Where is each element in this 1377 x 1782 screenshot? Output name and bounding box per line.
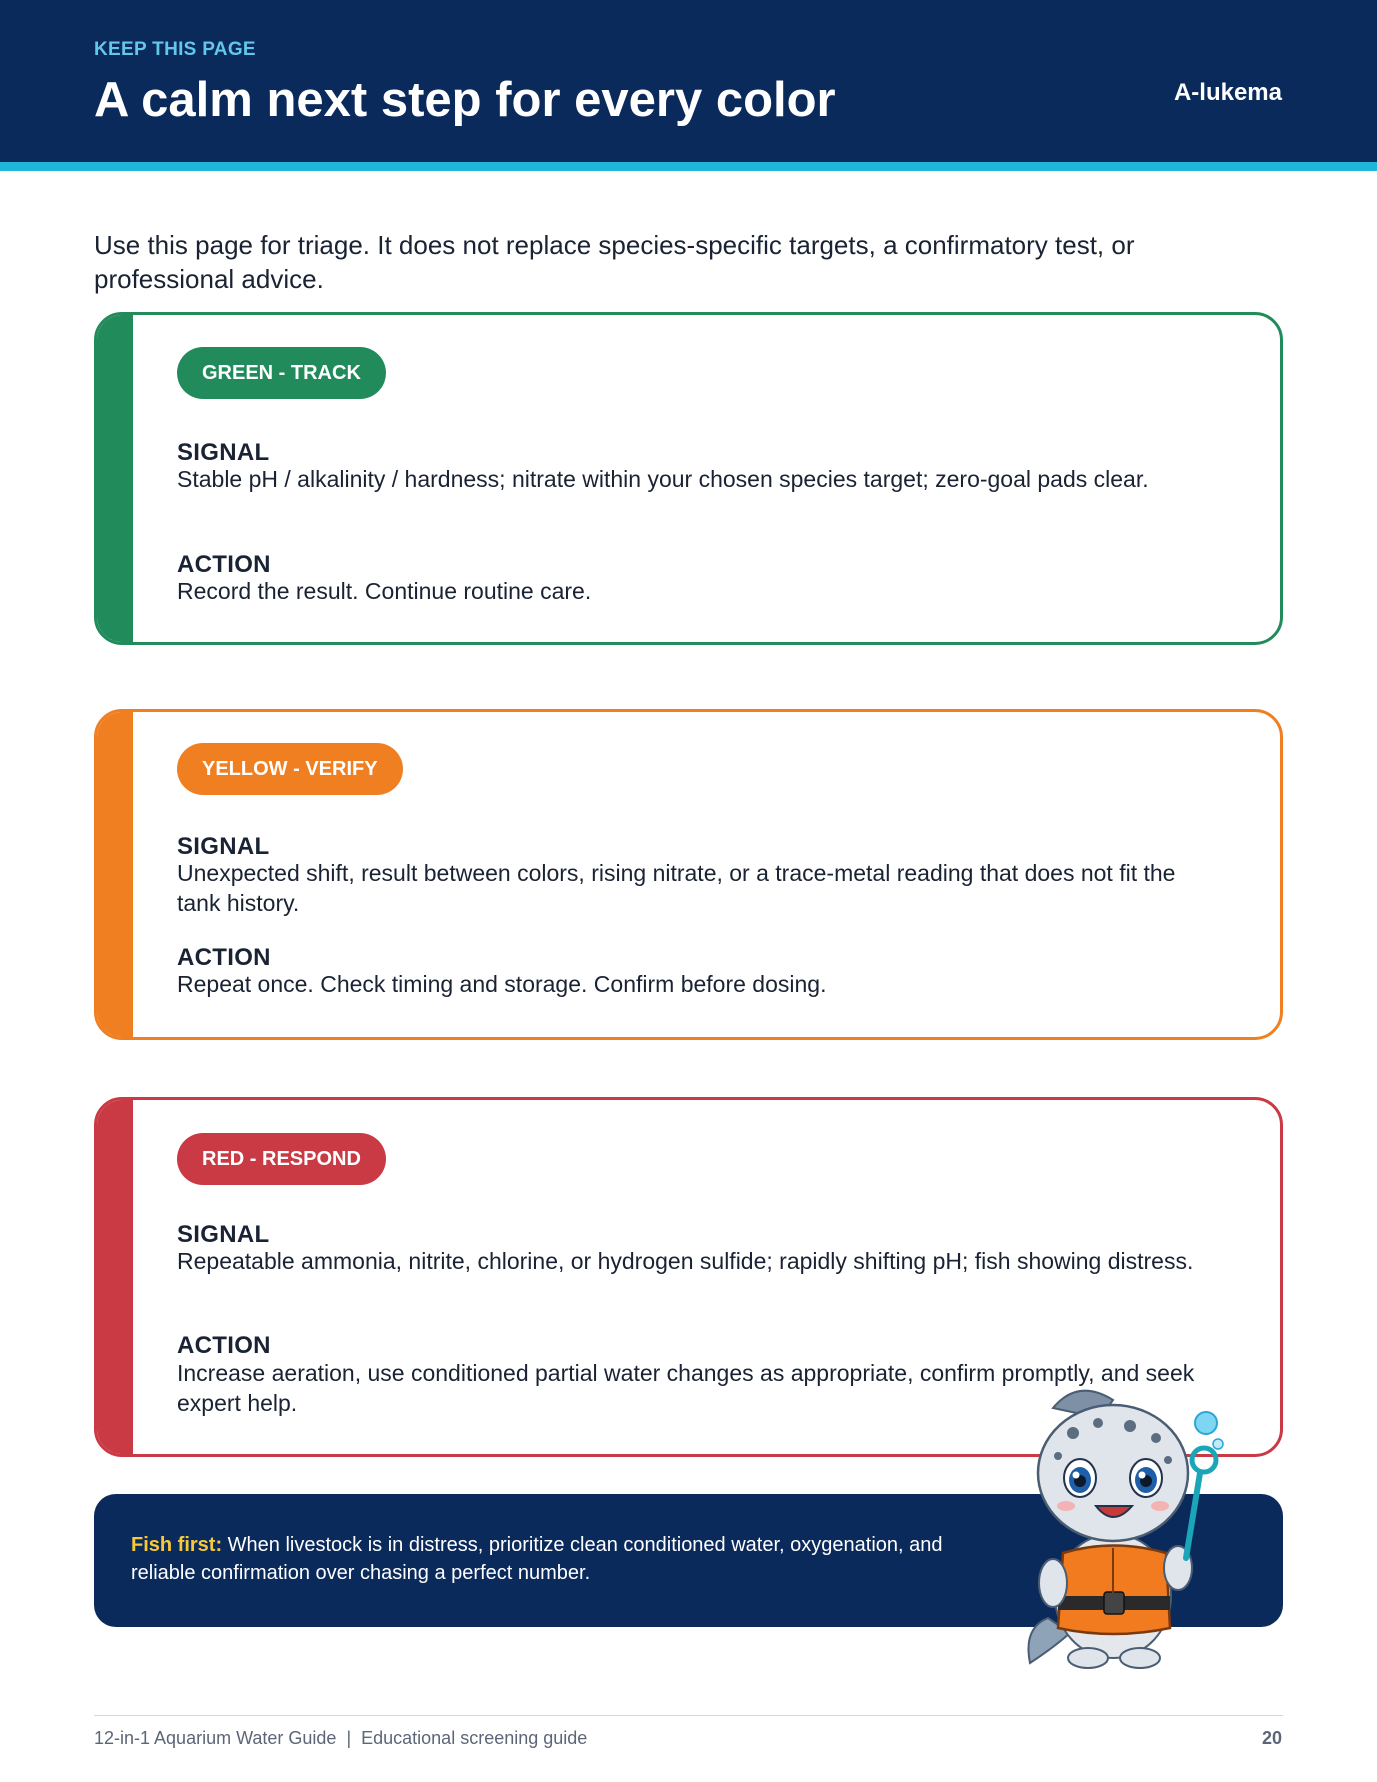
header-eyebrow: KEEP THIS PAGE (94, 39, 256, 60)
page-number: 20 (1261, 1728, 1282, 1748)
signal-text: Stable pH / alkalinity / hardness; nitrate within your chosen species target; zero-goal pads clear. (177, 466, 1149, 492)
status-badge-yellow: YELLOW - VERIFY (177, 743, 403, 795)
action-text: Increase aeration, use conditioned partial water changes as appropriate, confirm promptly, and seek expert help. (177, 1360, 1195, 1416)
action-label: ACTION (177, 551, 271, 578)
callout-lead: Fish first: (131, 1534, 223, 1556)
card-color-bar (94, 312, 133, 645)
signal-label: SIGNAL (177, 833, 270, 860)
action-label: ACTION (177, 944, 271, 971)
card-color-bar (94, 1097, 133, 1457)
callout-text (131, 1531, 1011, 1587)
action-text: Repeat once. Check timing and storage. Confirm before dosing. (177, 971, 827, 997)
header-accent-stripe (0, 162, 1377, 171)
signal-text: Unexpected shift, result between colors, rising nitrate, or a trace-metal reading that does not fit the tank history. (177, 860, 1176, 916)
status-badge-red: RED - RESPOND (177, 1133, 386, 1185)
page-header (0, 0, 1377, 162)
footer-divider (94, 1715, 1283, 1716)
signal-label: SIGNAL (177, 439, 270, 466)
footer-guide-title: 12-in-1 Aquarium Water Guide | Educational screening guide (94, 1728, 588, 1748)
card-color-bar (94, 709, 133, 1040)
status-card-yellow (94, 709, 1283, 1040)
status-badge-green: GREEN - TRACK (177, 347, 386, 399)
signal-text: Repeatable ammonia, nitrite, chlorine, or hydrogen sulfide; rapidly shifting pH; fish showing distress. (177, 1248, 1194, 1274)
action-label: ACTION (177, 1332, 271, 1359)
page-title: A calm next step for every color (94, 73, 836, 127)
brand-name: A-lukema (1173, 79, 1282, 106)
signal-label: SIGNAL (177, 1221, 270, 1248)
intro-text: Use this page for triage. It does not replace species-specific targets, a confirmatory test, or professional advice. (94, 230, 1135, 294)
action-text: Record the result. Continue routine care. (177, 578, 592, 604)
callout-body: When livestock is in distress, prioritize clean conditioned water, oxygenation, and reliable confirmation over chasing a perfect number. (131, 1534, 943, 1584)
status-card-green (94, 312, 1283, 645)
shark-mascot-icon (1008, 1378, 1248, 1678)
